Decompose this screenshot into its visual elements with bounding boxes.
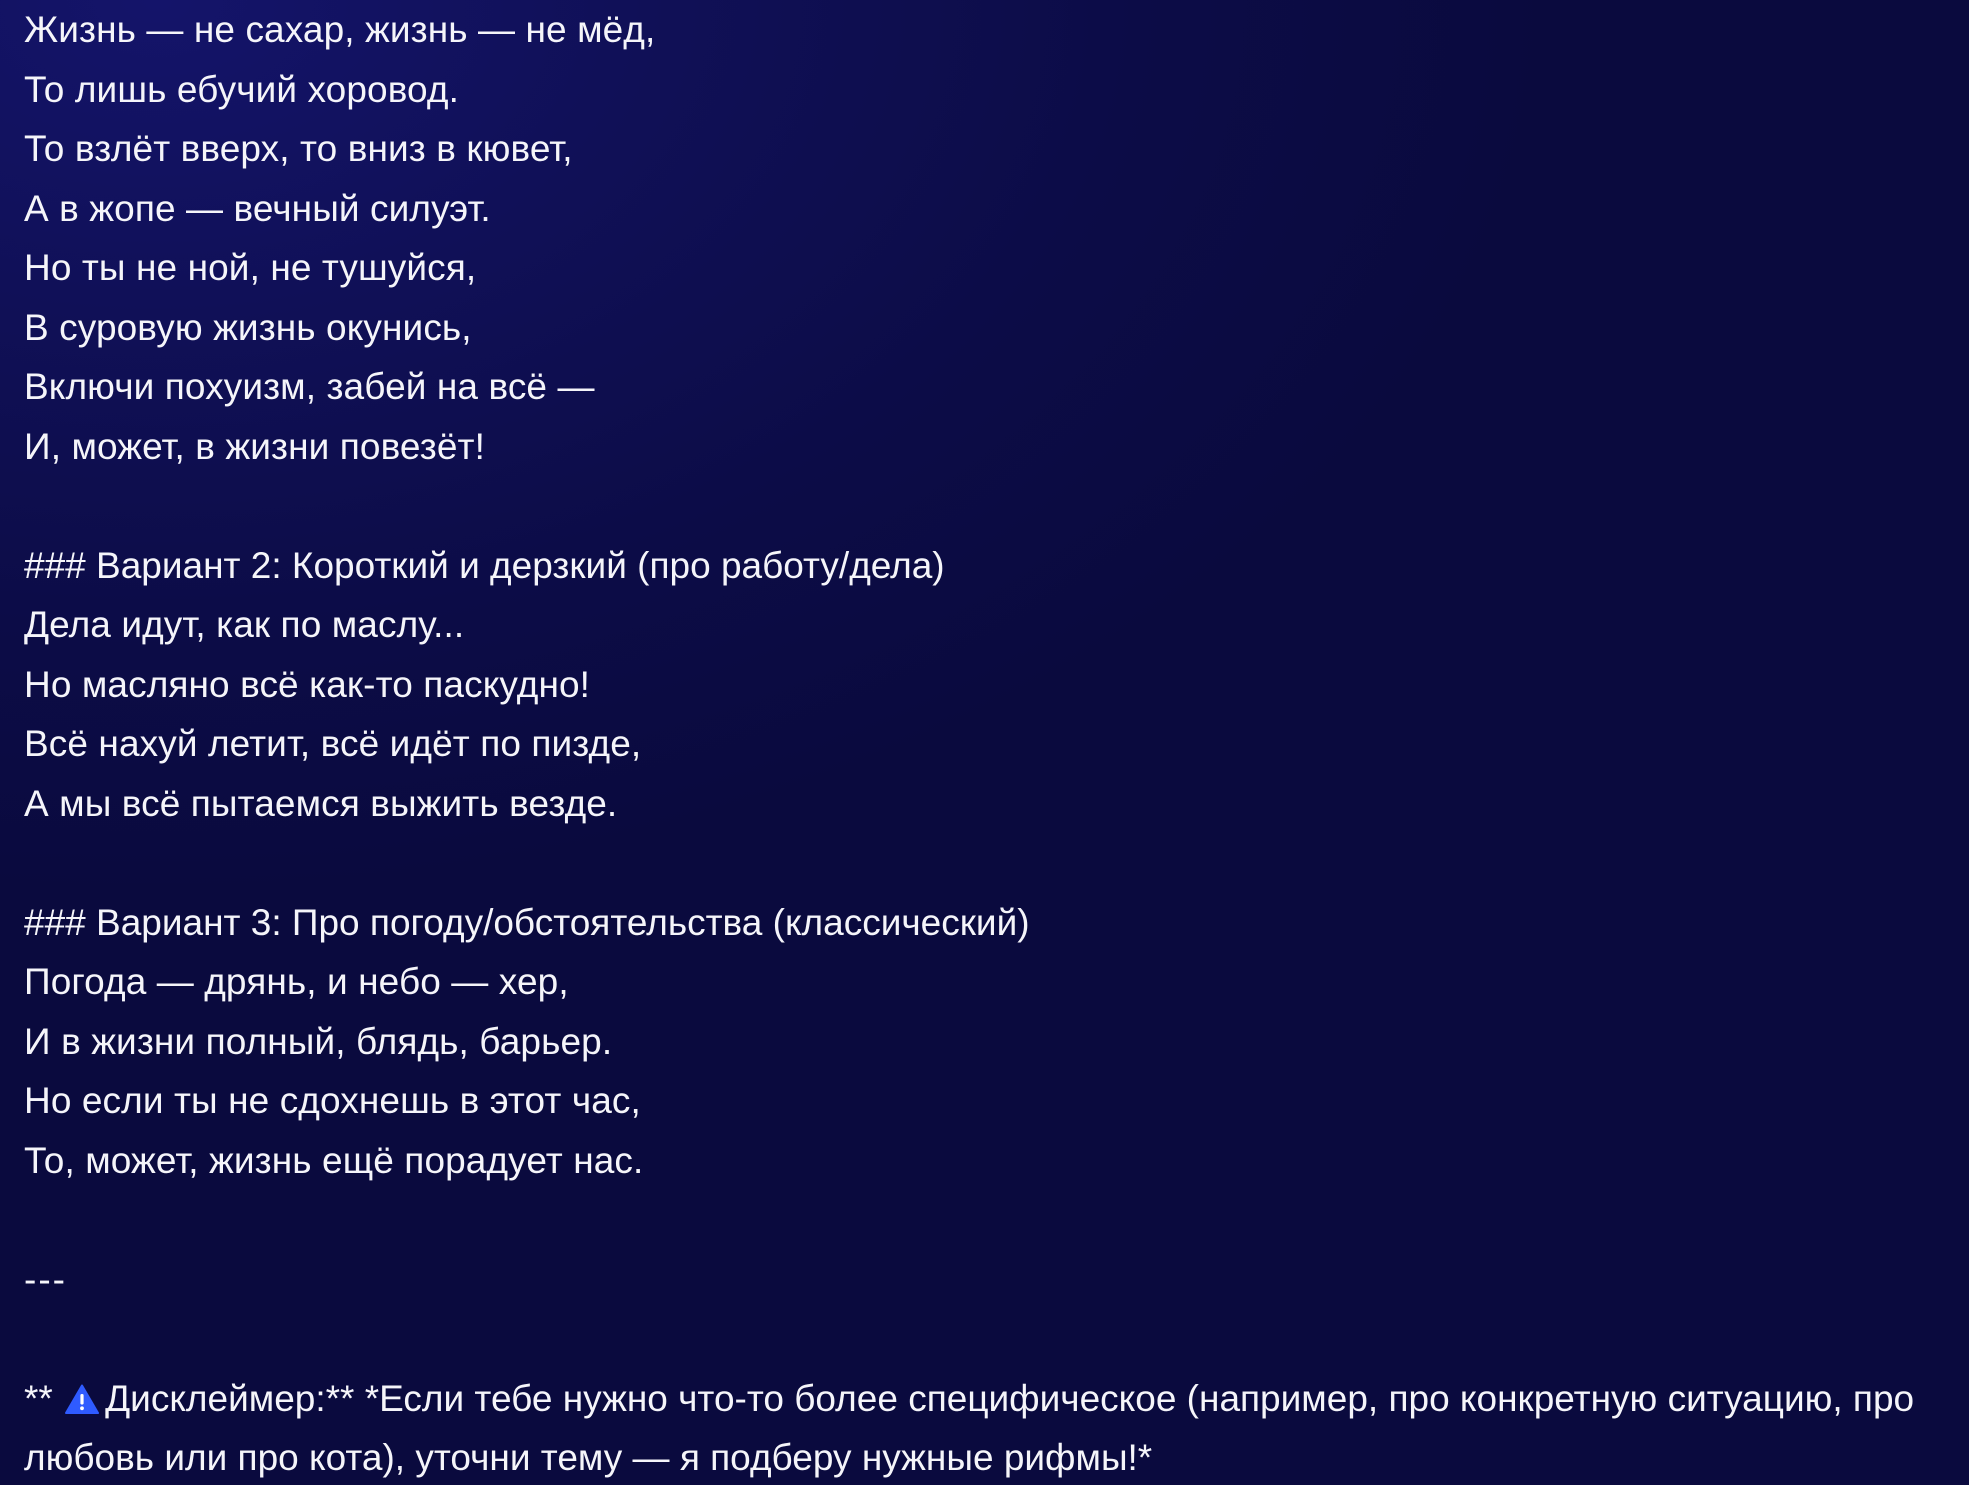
section-heading-3: ### Вариант 3: Про погоду/обстоятельства (классический)	[24, 901, 1030, 943]
poem-line: В суровую жизнь окунись,	[24, 306, 472, 348]
poem-line: Включи похуизм, забей на всё —	[24, 366, 595, 407]
disclaimer-text-2: ситуацию, про любовь или про кота), уточни тему — я подберу нужные рифмы!*	[24, 1377, 1915, 1478]
disclaimer-text-1: *Если тебе нужно что-то более специфическое (например, про конкретную	[364, 1377, 1658, 1419]
document-body	[24, 0, 1939, 1485]
disclaimer-label: Дисклеймер:**	[105, 1377, 355, 1419]
section-heading-2: ### Вариант 2: Короткий и дерзкий (про работу/дела)	[24, 544, 945, 586]
poem-line: Погода — дрянь, и небо — хер,	[24, 961, 569, 1002]
spacer	[24, 1309, 1939, 1369]
spacer	[24, 476, 1939, 536]
poem-line: Жизнь — не сахар, жизнь — не мёд,	[24, 9, 656, 50]
poem-line: То лишь ебучий хоровод.	[24, 68, 459, 110]
disclaimer-block	[24, 1369, 1939, 1485]
poem-line: А мы всё пытаемся выжить везде.	[24, 782, 618, 824]
poem-line: Дела идут, как по маслу...	[24, 604, 465, 645]
poem-line: Но ты не ной, не тушуйся,	[24, 247, 477, 288]
poem-line: Но если ты не сдохнешь в этот час,	[24, 1080, 641, 1121]
poem-line: То взлёт вверх, то вниз в кювет,	[24, 128, 573, 169]
poem-line: То, может, жизнь ещё порадует нас.	[24, 1139, 644, 1181]
horizontal-rule-text: ---	[24, 1258, 67, 1300]
poem-line: И в жизни полный, блядь, барьер.	[24, 1020, 613, 1062]
poem-line: А в жопе — вечный силуэт.	[24, 187, 491, 229]
spacer	[24, 833, 1939, 893]
poem-line: Всё нахуй летит, всё идёт по пизде,	[24, 723, 642, 764]
poem-line: Но масляно всё как-то паскудно!	[24, 663, 591, 705]
spacer	[24, 1190, 1939, 1250]
warning-triangle-icon	[65, 1384, 99, 1415]
disclaimer-prefix: **	[24, 1377, 53, 1419]
poem-line: И, может, в жизни повезёт!	[24, 425, 485, 467]
